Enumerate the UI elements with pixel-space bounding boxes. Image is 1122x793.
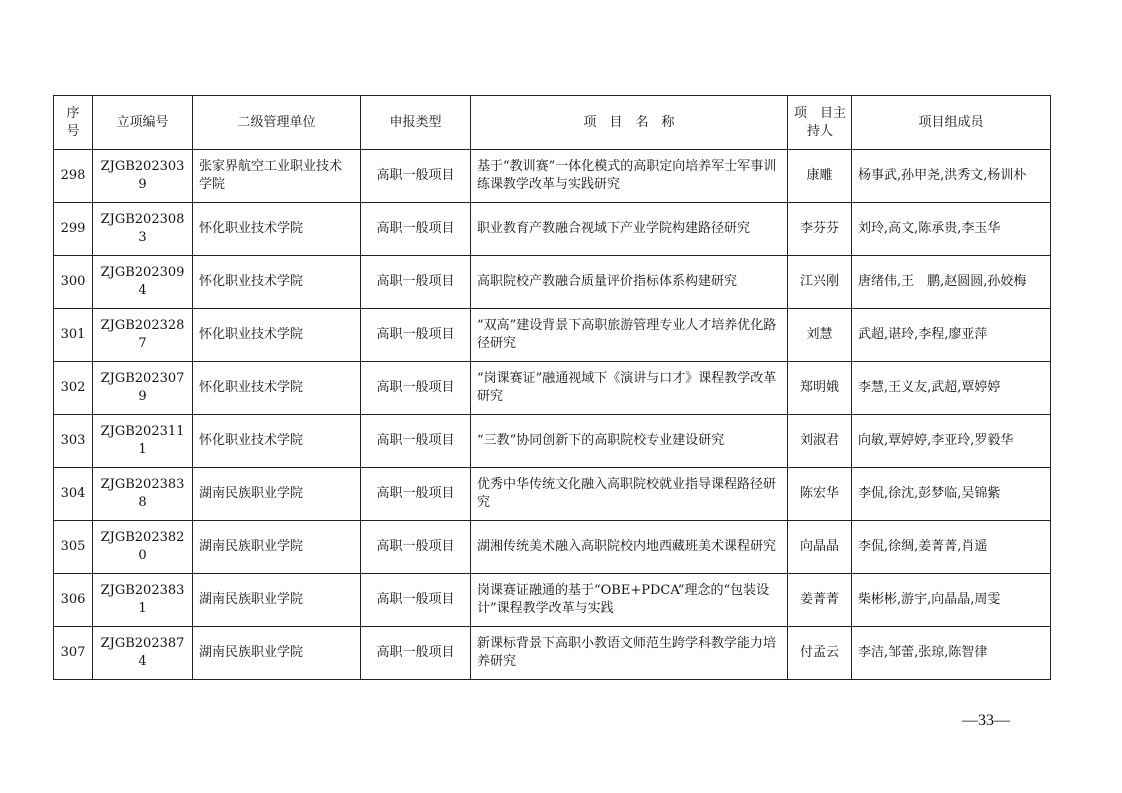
project-name-cell: 基于“教训赛”一体化模式的高职定向培养军士军事训练课教学改革与实践研究 <box>471 150 788 203</box>
row-number-cell: 307 <box>54 627 93 680</box>
table-row <box>54 256 1051 309</box>
header-type: 申报类型 <box>361 96 471 150</box>
team-members-cell: 李侃,徐绸,姜菁菁,肖遥 <box>852 521 1051 574</box>
project-host-cell: 姜菁菁 <box>788 574 852 627</box>
table-row <box>54 150 1051 203</box>
project-code-cell: ZJGB2023111 <box>93 415 193 468</box>
project-code-cell: ZJGB2023039 <box>93 150 193 203</box>
project-code-cell: ZJGB2023094 <box>93 256 193 309</box>
header-host: 项 目主持人 <box>788 96 852 150</box>
team-members-cell: 刘玲,高文,陈承贵,李玉华 <box>852 203 1051 256</box>
project-host-cell: 刘淑君 <box>788 415 852 468</box>
team-members-cell: 杨事武,孙甲尧,洪秀文,杨训朴 <box>852 150 1051 203</box>
application-type-cell: 高职一般项目 <box>361 521 471 574</box>
application-type-cell: 高职一般项目 <box>361 309 471 362</box>
management-unit-cell: 湖南民族职业学院 <box>193 574 361 627</box>
project-code-cell: ZJGB2023820 <box>93 521 193 574</box>
team-members-cell: 李慧,王义友,武超,覃婷婷 <box>852 362 1051 415</box>
application-type-cell: 高职一般项目 <box>361 415 471 468</box>
table-body <box>54 150 1051 680</box>
project-name-cell: 湖湘传统美术融入高职院校内地西藏班美术课程研究 <box>471 521 788 574</box>
application-type-cell: 高职一般项目 <box>361 203 471 256</box>
header-code: 立项编号 <box>93 96 193 150</box>
project-name-cell: 新课标背景下高职小教语文师范生跨学科教学能力培养研究 <box>471 627 788 680</box>
management-unit-cell: 张家界航空工业职业技术学院 <box>193 150 361 203</box>
header-members: 项目组成员 <box>852 96 1051 150</box>
row-number-cell: 306 <box>54 574 93 627</box>
project-host-cell: 李芬芬 <box>788 203 852 256</box>
application-type-cell: 高职一般项目 <box>361 256 471 309</box>
project-name-cell: 高职院校产教融合质量评价指标体系构建研究 <box>471 256 788 309</box>
row-number-cell: 304 <box>54 468 93 521</box>
header-unit: 二级管理单位 <box>193 96 361 150</box>
table-row <box>54 309 1051 362</box>
team-members-cell: 李侃,徐沈,彭梦临,吴锦紫 <box>852 468 1051 521</box>
table-row <box>54 574 1051 627</box>
row-number-cell: 300 <box>54 256 93 309</box>
team-members-cell: 武超,谌玲,李程,廖亚萍 <box>852 309 1051 362</box>
row-number-cell: 299 <box>54 203 93 256</box>
row-number-cell: 305 <box>54 521 93 574</box>
table-row <box>54 203 1051 256</box>
project-name-cell: 职业教育产教融合视域下产业学院构建路径研究 <box>471 203 788 256</box>
header-no: 序号 <box>54 96 93 150</box>
project-host-cell: 郑明娥 <box>788 362 852 415</box>
management-unit-cell: 怀化职业技术学院 <box>193 415 361 468</box>
header-name: 项 目 名 称 <box>471 96 788 150</box>
management-unit-cell: 湖南民族职业学院 <box>193 627 361 680</box>
project-host-cell: 陈宏华 <box>788 468 852 521</box>
management-unit-cell: 湖南民族职业学院 <box>193 468 361 521</box>
project-host-cell: 刘慧 <box>788 309 852 362</box>
project-name-cell: “岗课赛证”融通视域下《演讲与口才》课程教学改革研究 <box>471 362 788 415</box>
application-type-cell: 高职一般项目 <box>361 627 471 680</box>
project-host-cell: 付孟云 <box>788 627 852 680</box>
table-row <box>54 627 1051 680</box>
row-number-cell: 303 <box>54 415 93 468</box>
table-row <box>54 415 1051 468</box>
row-number-cell: 301 <box>54 309 93 362</box>
table-row <box>54 521 1051 574</box>
row-number-cell: 298 <box>54 150 93 203</box>
project-code-cell: ZJGB2023874 <box>93 627 193 680</box>
team-members-cell: 唐绪伟,王 鹏,赵圆圆,孙姣梅 <box>852 256 1051 309</box>
project-code-cell: ZJGB2023079 <box>93 362 193 415</box>
header-row <box>54 96 1051 150</box>
application-type-cell: 高职一般项目 <box>361 468 471 521</box>
management-unit-cell: 怀化职业技术学院 <box>193 309 361 362</box>
project-host-cell: 向晶晶 <box>788 521 852 574</box>
team-members-cell: 柴彬彬,游宇,向晶晶,周雯 <box>852 574 1051 627</box>
management-unit-cell: 怀化职业技术学院 <box>193 203 361 256</box>
page-number: —33— <box>962 712 1010 729</box>
project-name-cell: “三教”协同创新下的高职院校专业建设研究 <box>471 415 788 468</box>
management-unit-cell: 怀化职业技术学院 <box>193 256 361 309</box>
project-code-cell: ZJGB2023083 <box>93 203 193 256</box>
team-members-cell: 李洁,邹蕾,张琼,陈智律 <box>852 627 1051 680</box>
row-number-cell: 302 <box>54 362 93 415</box>
project-list-table <box>53 95 1051 680</box>
project-name-cell: “双高”建设背景下高职旅游管理专业人才培养优化路径研究 <box>471 309 788 362</box>
project-code-cell: ZJGB2023831 <box>93 574 193 627</box>
project-name-cell: 优秀中华传统文化融入高职院校就业指导课程路径研究 <box>471 468 788 521</box>
project-host-cell: 康雕 <box>788 150 852 203</box>
management-unit-cell: 湖南民族职业学院 <box>193 521 361 574</box>
project-code-cell: ZJGB2023287 <box>93 309 193 362</box>
team-members-cell: 向敏,覃婷婷,李亚玲,罗毅华 <box>852 415 1051 468</box>
application-type-cell: 高职一般项目 <box>361 362 471 415</box>
application-type-cell: 高职一般项目 <box>361 150 471 203</box>
application-type-cell: 高职一般项目 <box>361 574 471 627</box>
project-name-cell: 岗课赛证融通的基于“OBE+PDCA”理念的“包装设计”课程教学改革与实践 <box>471 574 788 627</box>
project-host-cell: 江兴刚 <box>788 256 852 309</box>
management-unit-cell: 怀化职业技术学院 <box>193 362 361 415</box>
table-row <box>54 362 1051 415</box>
project-code-cell: ZJGB2023838 <box>93 468 193 521</box>
table-row <box>54 468 1051 521</box>
